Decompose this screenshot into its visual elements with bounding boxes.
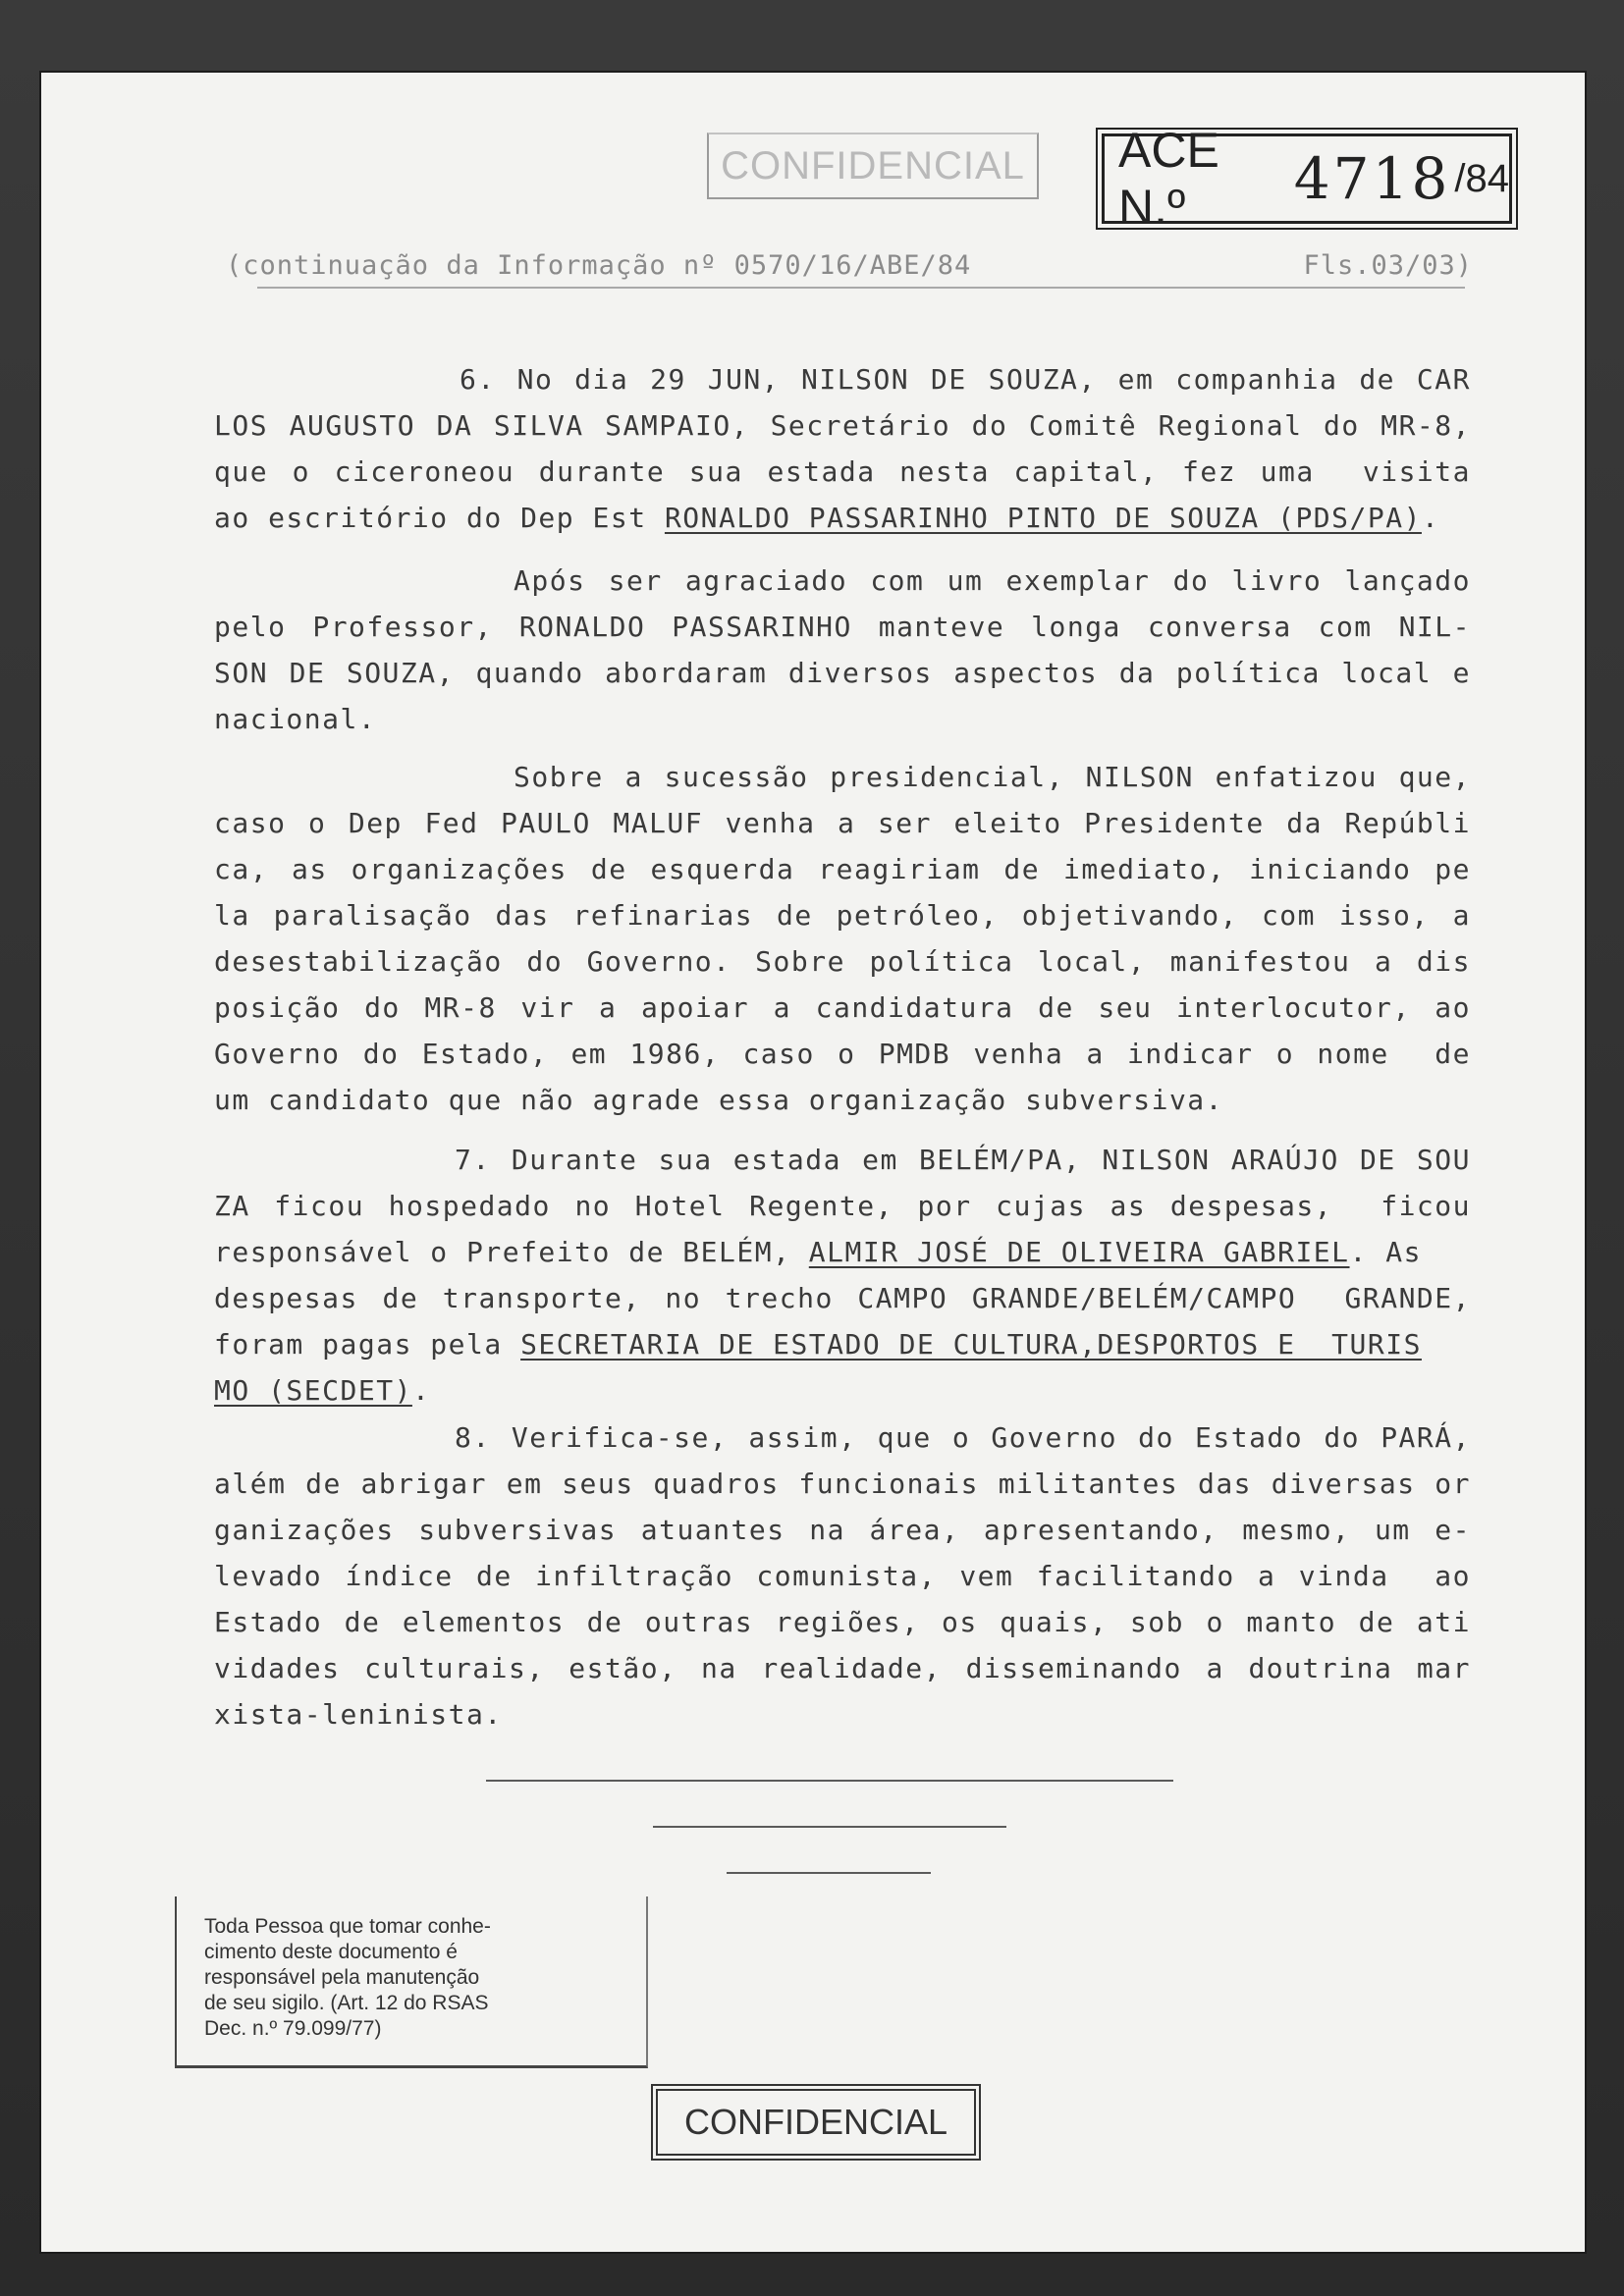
text-line: desestabilização do Governo. Sobre política local, manifestou a dis — [214, 945, 1471, 978]
text-line: Estado de elementos de outras regiões, os quais, sob o manto de ati — [214, 1606, 1471, 1638]
text-line: LOS AUGUSTO DA SILVA SAMPAIO, Secretário do Comitê Regional do MR-8, — [214, 409, 1471, 442]
underlined-name: MO (SECDET) — [214, 1374, 412, 1407]
text-line: despesas de transporte, no trecho CAMPO GRANDE/BELÉM/CAMPO GRANDE, — [214, 1282, 1471, 1314]
underlined-name: SECRETARIA DE ESTADO DE CULTURA,DESPORTOS E TURIS — [520, 1328, 1422, 1361]
continuation-reference: (continuação da Informação nº 0570/16/ABE/84 — [226, 250, 972, 281]
text-line: Sobre a sucessão presidencial, NILSON enfatizou que, — [514, 761, 1471, 793]
text-fragment: foram pagas pela — [214, 1328, 521, 1361]
text-fragment: . As — [1349, 1236, 1422, 1268]
text-line: 6. No dia 29 JUN, NILSON DE SOUZA, em companhia de CAR — [460, 363, 1471, 396]
notice-line: Dec. n.º 79.099/77) — [204, 2017, 382, 2040]
text-line: pelo Professor, RONALDO PASSARINHO manteve longa conversa com NIL- — [214, 611, 1471, 643]
text-line: xista-leninista. — [214, 1698, 503, 1731]
text-line: que o ciceroneou durante sua estada nesta capital, fez uma visita — [214, 455, 1471, 488]
text-line: nacional. — [214, 703, 377, 735]
text-line: além de abrigar em seus quadros funcionais militantes das diversas or — [214, 1468, 1471, 1500]
closing-rule-2 — [653, 1826, 1006, 1828]
confidential-stamp-top: CONFIDENCIAL — [707, 133, 1039, 199]
ace-number: 4718 — [1293, 145, 1451, 212]
underlined-name: ALMIR JOSÉ DE OLIVEIRA GABRIEL — [808, 1236, 1350, 1268]
text-fragment: ao escritório do Dep Est — [214, 502, 665, 534]
text-line: 7. Durante sua estada em BELÉM/PA, NILSON ARAÚJO DE SOU — [455, 1144, 1471, 1176]
ace-number-stamp — [1102, 123, 1512, 235]
header-rule — [257, 287, 1465, 289]
underlined-name: RONALDO PASSARINHO PINTO DE SOUZA (PDS/PA) — [664, 502, 1422, 534]
notice-line: responsável pela manutenção — [204, 1966, 480, 1989]
secrecy-notice — [175, 1896, 648, 2068]
closing-rule-1 — [486, 1780, 1173, 1782]
notice-line: Toda Pessoa que tomar conhe- — [204, 1915, 491, 1938]
text-line: ganizações subversivas atuantes na área, apresentando, mesmo, um e- — [214, 1514, 1471, 1546]
text-line — [214, 1328, 1490, 1361]
text-line: la paralisação das refinarias de petróleo, objetivando, com isso, a — [214, 899, 1471, 932]
ace-year: /84 — [1454, 156, 1509, 200]
text-fragment: responsável o Prefeito de BELÉM, — [214, 1236, 809, 1268]
notice-line: de seu sigilo. (Art. 12 do RSAS — [204, 1992, 489, 2014]
text-line: SON DE SOUZA, quando abordaram diversos aspectos da política local e — [214, 657, 1471, 689]
text-line: Após ser agraciado com um exemplar do livro lançado — [514, 564, 1471, 597]
closing-rule-3 — [727, 1872, 931, 1874]
text-line — [214, 1236, 1490, 1268]
confidential-stamp-bottom: CONFIDENCIAL — [656, 2089, 976, 2156]
text-line — [214, 1374, 1490, 1407]
text-line: Governo do Estado, em 1986, caso o PMDB venha a indicar o nome de — [214, 1038, 1471, 1070]
text-line: ca, as organizações de esquerda reagiriam de imediato, iniciando pe — [214, 853, 1471, 885]
text-fragment: . — [411, 1374, 431, 1407]
text-line: vidades culturais, estão, na realidade, disseminando a doutrina mar — [214, 1652, 1471, 1684]
text-fragment: . — [1421, 502, 1440, 534]
text-line: posição do MR-8 vir a apoiar a candidatura de seu interlocutor, ao — [214, 991, 1471, 1024]
text-line: levado índice de infiltração comunista, vem facilitando a vinda ao — [214, 1560, 1471, 1592]
ace-label: ACE N.º — [1118, 123, 1219, 235]
text-line: caso o Dep Fed PAULO MALUF venha a ser eleito Presidente da Repúbli — [214, 807, 1471, 839]
text-line: 8. Verifica-se, assim, que o Governo do Estado do PARÁ, — [455, 1421, 1471, 1454]
text-line — [214, 502, 1490, 534]
notice-line: cimento deste documento é — [204, 1941, 458, 1963]
folio-number: Fls.03/03) — [1303, 250, 1473, 281]
text-line: ZA ficou hospedado no Hotel Regente, por cujas as despesas, ficou — [214, 1190, 1471, 1222]
continuation-header — [226, 250, 1473, 281]
text-line: um candidato que não agrade essa organização subversiva. — [214, 1084, 1224, 1116]
